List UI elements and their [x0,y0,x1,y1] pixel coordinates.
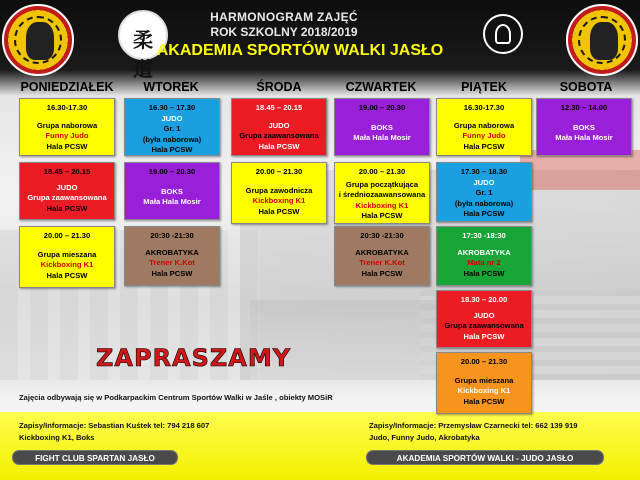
class-time: 20.00 – 21.30 [460,357,508,366]
class-time: 16.30-17.30 [463,103,505,112]
class-card [19,98,115,156]
class-card [334,98,430,156]
contact-left-person: Zapisy/Informacje: Sebastian Kuśtek tel: 794 218 607 [19,421,210,430]
venue-info: Zajęcia odbywają się w Podkarpackim Centrum Sportów Walki w Jaśle , obiekty MOSiR [19,393,333,402]
class-line: Hala PCSW [258,141,300,151]
class-line: Hala PCSW [463,141,505,151]
class-line: Grupa zaawansowana [27,193,107,202]
class-line: Mała Hala Mosir [353,133,411,142]
class-line: Funny Judo [462,131,506,140]
header-club: AKADEMIA SPORTÓW WALKI JASŁO [156,42,444,59]
class-card [334,226,430,286]
class-line: Hala PCSW [361,268,403,278]
class-line: Hala PCSW [463,209,505,218]
class-line: Hala PCSW [361,211,403,220]
class-time: 16.30-17.30 [46,103,88,112]
class-line: Trener K.Kot [149,258,195,267]
class-line: Gr. 1 [475,188,493,197]
class-line: Mała Hala Mosir [143,197,201,206]
class-time: 20:30 -21:30 [360,231,404,240]
class-card [19,226,115,288]
class-card [436,226,532,286]
class-time: 19.00 – 20.30 [358,103,406,112]
class-card [231,98,327,156]
class-card [436,290,532,348]
class-line: Mata nr 2 [467,258,501,267]
class-line: AKROBATYKA [355,247,409,257]
class-line: BOKS [573,122,595,132]
day-wednesday: ŚRODA [256,80,302,94]
contact-right-person: Zapisy/Informacje: Przemysław Czarnecki tel: 662 139 919 [369,421,578,430]
class-time: 17:30 -18:30 [462,231,506,240]
header-year: ROK SZKOLNY 2018/2019 [210,25,358,39]
class-line: Hala PCSW [463,396,505,406]
class-line: Grupa zaawansowana [444,321,524,330]
class-card [436,162,532,222]
class-line: Hala PCSW [463,268,505,278]
class-time: 20.00 – 21.30 [358,167,406,176]
class-line: Hala PCSW [46,141,88,151]
class-time: 20.00 – 21.30 [43,231,91,240]
class-line: Grupa mieszana [37,249,97,259]
class-time: 18.45 – 20.15 [43,167,91,176]
class-time: 16.30 – 17.30 [148,103,196,112]
class-line: Hala PCSW [46,270,88,280]
class-line: (była naborowa) [454,198,514,208]
building-accent [520,150,640,190]
class-card [124,98,220,156]
class-line: Kickboxing K1 [40,260,94,269]
class-time: 18.30 – 20.00 [460,295,508,304]
day-monday: PONIEDZIAŁEK [20,80,114,94]
judo-kanji-icon: 柔道 [133,28,153,81]
class-line: i średniozaawansowana [338,190,426,199]
class-line: Kickboxing K1 [252,196,306,205]
day-friday: PIĄTEK [461,80,507,94]
class-line: Funny Judo [45,131,89,140]
class-line: Grupa początkująca [345,179,419,189]
class-line: Hala PCSW [463,331,505,341]
day-thursday: CZWARTEK [345,80,417,94]
club-pill-right: AKADEMIA SPORTÓW WALKI - JUDO JASŁO [366,450,604,465]
class-line: BOKS [371,122,393,132]
class-card [334,162,430,224]
class-line: JUDO [56,182,78,192]
class-line: BOKS [161,186,183,196]
class-line: Grupa naborowa [453,120,515,130]
class-card [124,162,220,220]
class-line: JUDO [473,310,495,320]
class-line: Hala PCSW [151,268,193,278]
contact-right-disciplines: Judo, Funny Judo, Akrobatyka [369,433,480,442]
class-card [436,98,532,156]
class-time: 17.30 – 18.30 [460,167,508,176]
day-saturday: SOBOTA [559,80,613,94]
class-line: Kickboxing K1 [457,386,511,395]
contact-left [19,420,209,444]
class-line: Grupa zaawansowana [239,131,319,140]
header-title: HARMONOGRAM ZAJĘĆ [210,10,358,24]
class-line: Trener K.Kot [359,258,405,267]
class-line: Gr. 1 [163,124,181,133]
class-card [124,226,220,286]
class-line: AKROBATYKA [145,247,199,257]
zapraszamy-heading: ZAPRASZAMY [96,344,292,372]
class-line: Grupa mieszana [454,375,514,385]
day-tuesday: WTOREK [143,80,199,94]
club-pill-left: FIGHT CLUB SPARTAN JASŁO [12,450,178,465]
contact-right [369,420,578,444]
class-time: 20.00 – 21.30 [255,167,303,176]
class-card [436,352,532,414]
class-time: 19.00 – 20.30 [148,167,196,176]
contact-left-disciplines: Kickboxing K1, Boks [19,433,95,442]
class-line: AKROBATYKA [457,247,511,257]
class-line: JUDO [473,177,495,187]
class-line: Grupa zawodnicza [245,185,313,195]
class-line: Hala PCSW [258,206,300,216]
class-line: Hala PCSW [46,203,88,213]
class-time: 18.45 – 20.15 [255,103,303,112]
class-line: JUDO [161,113,183,123]
class-line: Mała Hala Mosir [555,133,613,142]
class-line: JUDO [268,120,290,130]
class-line: Kickboxing K1 [355,200,409,210]
class-card [19,162,115,220]
class-card [536,98,632,156]
class-line: (była naborowa) [142,134,202,144]
class-card [231,162,327,224]
class-time: 20:30 -21:30 [150,231,194,240]
class-line: Hala PCSW [151,145,193,154]
class-line: Grupa naborowa [36,120,98,130]
class-time: 12.30 – 14.00 [560,103,608,112]
